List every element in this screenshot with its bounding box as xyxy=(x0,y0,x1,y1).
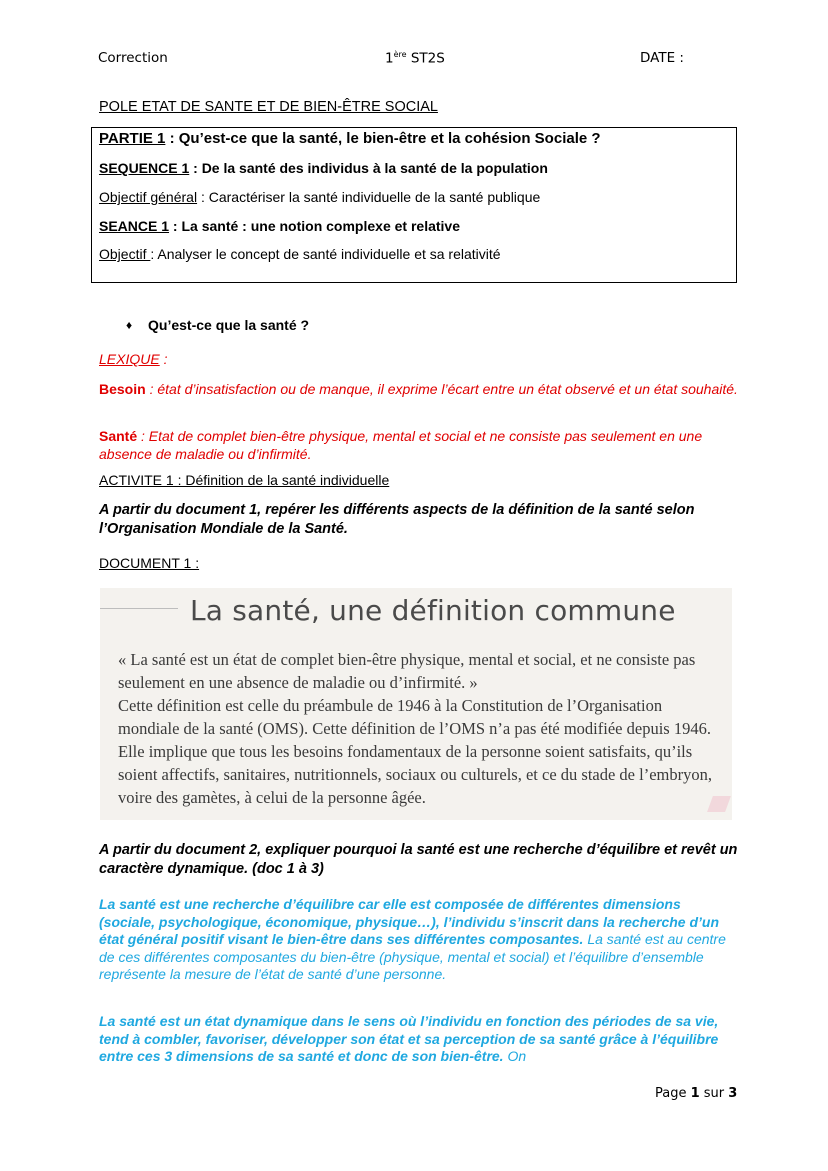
objectif-general-label: Objectif général xyxy=(99,189,198,205)
partie-label: PARTIE 1 xyxy=(99,130,166,147)
header-class-name: ST2S xyxy=(406,50,445,67)
lexique-sante xyxy=(99,427,739,463)
lexique-colon: : xyxy=(159,351,168,367)
answer-2-italic: On xyxy=(503,1048,527,1064)
page-footer xyxy=(655,1086,737,1101)
objectif-text: : Analyser le concept de santé individuelle et sa relativité xyxy=(150,246,501,262)
objectif-label: Objectif xyxy=(99,246,151,262)
header-class-sup: ère xyxy=(393,50,407,59)
partie-line xyxy=(99,130,601,147)
lexique-heading xyxy=(99,351,167,367)
header-class-number: 1 xyxy=(385,50,394,67)
sequence-line xyxy=(99,160,548,176)
answer-1-italic: La santé est au centre de ces différentes composantes du bien-être (physique, mental et social) et l’équilibre d’ensemble représente la mesure de l’état de santé d’une personne. xyxy=(99,931,726,982)
footer-page-number: 1 xyxy=(690,1086,700,1101)
seance-label: SEANCE 1 xyxy=(99,218,170,234)
document-paragraph: Cette définition est celle du préambule de 1946 à la Constitution de l’Organisation mondiale de la santé (OMS). Cette définition de l’OMS n’a pas été modifiée depuis 1946. Elle implique que tous les besoins fondamentaux de la personne soient satisfaits, qu’ils soient affectifs, sanitaires, nutritionnels, sociaux ou culturels, et ce du stade de l’embryon, voire des gamètes, à celui de la personne âgée. xyxy=(118,696,712,807)
seance-line xyxy=(99,218,460,234)
objectif-general-text: : Caractériser la santé individuelle de la santé publique xyxy=(197,189,541,205)
footer-total-pages: 3 xyxy=(728,1086,738,1101)
question-2: A partir du document 2, expliquer pourquoi la santé est une recherche d’équilibre et revêt un caractère dynamique. (doc 1 à 3) xyxy=(99,842,738,877)
document-quote: « La santé est un état de complet bien-être physique, mental et social, et ne consiste pas seulement en une absence de maladie ou d’infirmité. » xyxy=(118,650,696,692)
header-class xyxy=(385,50,445,67)
sequence-text: : De la santé des individus à la santé de la population xyxy=(189,160,548,176)
partie-text: : Qu’est-ce que la santé, le bien-être et la cohésion Sociale ? xyxy=(165,130,601,147)
besoin-definition: : état d’insatisfaction ou de manque, il exprime l’écart entre un état observé et un état souhaité. xyxy=(145,381,738,397)
doc-decor-line xyxy=(100,608,178,609)
header-date: DATE : xyxy=(640,50,684,66)
bullet-question: Qu’est-ce que la santé ? xyxy=(148,317,310,333)
activite-question: A partir du document 1, repérer les différents aspects de la définition de la santé selon l’Organisation Mondiale de la Santé. xyxy=(99,502,695,537)
pole-title: POLE ETAT DE SANTE ET DE BIEN-ÊTRE SOCIAL xyxy=(99,99,438,115)
document-title: La santé, une définition commune xyxy=(190,594,676,627)
bullet-diamond-icon: ♦ xyxy=(126,318,133,332)
footer-middle: sur xyxy=(699,1086,729,1101)
answer-1 xyxy=(99,896,735,984)
document-label: DOCUMENT 1 : xyxy=(99,555,200,571)
seance-text: : La santé : une notion complexe et relative xyxy=(169,218,460,234)
answer-1-bold: La santé est une recherche d’équilibre car elle est composée de différentes dimensions (sociale, psychologique, économique, physique…), l’individu s’inscrit dans la recherche d’un état général positif visant le bien-être dans ses différentes composantes. xyxy=(99,896,720,947)
objectif-general-line xyxy=(99,189,540,205)
sante-definition: : Etat de complet bien-être physique, mental et social et ne consiste pas seulement en une absence de maladie ou d’infirmité. xyxy=(99,428,703,462)
lexique-label: LEXIQUE xyxy=(99,351,160,367)
answer-2 xyxy=(99,1013,735,1066)
sante-term: Santé xyxy=(99,428,138,444)
document-1-image xyxy=(100,588,732,820)
answer-2-bold: La santé est un état dynamique dans le sens où l’individu en fonction des périodes de sa vie, tend à combler, favoriser, développer son état et sa perception de sa santé grâce à l’équilibre entre ces 3 dimensions de sa santé et donc de son bien-être. xyxy=(99,1013,719,1064)
header-left: Correction xyxy=(98,50,168,66)
sequence-label: SEQUENCE 1 xyxy=(99,160,190,176)
objectif-line xyxy=(99,246,501,262)
footer-prefix: Page xyxy=(655,1086,691,1101)
activite-title: ACTIVITE 1 : Définition de la santé individuelle xyxy=(99,472,390,488)
besoin-term: Besoin xyxy=(99,381,146,397)
document-body xyxy=(118,648,724,809)
lexique-besoin xyxy=(99,380,739,398)
